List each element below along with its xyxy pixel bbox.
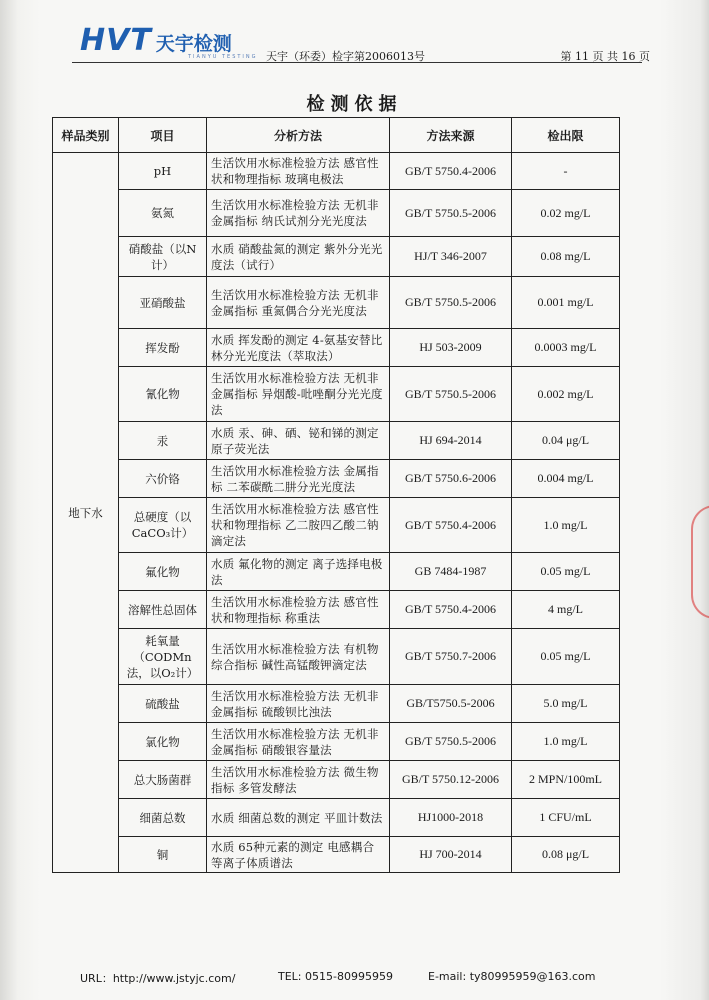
document-number: 天宇（环委）检字第2006013号 <box>266 50 425 63</box>
table-row <box>53 329 620 367</box>
limit-cell: 0.02 mg/L <box>512 190 620 237</box>
method-cell: 生活饮用水标准检验方法 有机物综合指标 碱性高锰酸钾滴定法 <box>207 629 390 685</box>
table-row <box>53 460 620 498</box>
limit-cell: 0.002 mg/L <box>512 367 620 422</box>
limit-cell: 0.004 mg/L <box>512 460 620 498</box>
limit-cell: 0.04 μg/L <box>512 422 620 460</box>
item-cell: 硫酸盐 <box>119 685 207 723</box>
limit-cell: 2 MPN/100mL <box>512 761 620 799</box>
header-divider <box>72 62 642 63</box>
item-cell: 硝酸盐（以N计） <box>119 237 207 277</box>
sample-category-cell: 地下水 <box>53 153 119 873</box>
company-logo <box>80 22 232 56</box>
method-cell: 生活饮用水标准检验方法 无机非金属指标 纳氏试剂分光光度法 <box>207 190 390 237</box>
table-row <box>53 629 620 685</box>
limit-cell: 1.0 mg/L <box>512 498 620 553</box>
limit-cell: 1.0 mg/L <box>512 723 620 761</box>
limit-cell: 4 mg/L <box>512 591 620 629</box>
table-row <box>53 498 620 553</box>
table-row <box>53 237 620 277</box>
item-cell: pH <box>119 153 207 190</box>
source-cell: GB/T5750.5-2006 <box>390 685 512 723</box>
method-cell: 生活饮用水标准检验方法 无机非金属指标 硝酸银容量法 <box>207 723 390 761</box>
item-cell: 氯化物 <box>119 723 207 761</box>
source-cell: GB/T 5750.4-2006 <box>390 153 512 190</box>
item-cell: 氟化物 <box>119 553 207 591</box>
method-cell: 生活饮用水标准检验方法 感官性状和物理指标 乙二胺四乙酸二钠滴定法 <box>207 498 390 553</box>
source-cell: GB/T 5750.7-2006 <box>390 629 512 685</box>
limit-cell: 0.0003 mg/L <box>512 329 620 367</box>
red-seal-stamp <box>691 505 709 619</box>
table-row <box>53 367 620 422</box>
method-cell: 水质 挥发酚的测定 4-氨基安替比林分光光度法（萃取法） <box>207 329 390 367</box>
table-header-row <box>53 118 620 153</box>
method-cell: 水质 细菌总数的测定 平皿计数法 <box>207 799 390 837</box>
method-cell: 水质 汞、砷、硒、铋和锑的测定 原子荧光法 <box>207 422 390 460</box>
table-row <box>53 190 620 237</box>
limit-cell: 1 CFU/mL <box>512 799 620 837</box>
source-cell: HJ/T 346-2007 <box>390 237 512 277</box>
method-cell: 水质 65种元素的测定 电感耦合等离子体质谱法 <box>207 837 390 873</box>
source-cell: HJ 503-2009 <box>390 329 512 367</box>
method-cell: 生活饮用水标准检验方法 金属指标 二苯碳酰二肼分光光度法 <box>207 460 390 498</box>
method-cell: 生活饮用水标准检验方法 感官性状和物理指标 玻璃电极法 <box>207 153 390 190</box>
table-row <box>53 153 620 190</box>
source-cell: GB/T 5750.4-2006 <box>390 498 512 553</box>
table-row <box>53 761 620 799</box>
table-row <box>53 685 620 723</box>
method-cell: 生活饮用水标准检验方法 无机非金属指标 异烟酸-吡唑酮分光光度法 <box>207 367 390 422</box>
limit-cell: 5.0 mg/L <box>512 685 620 723</box>
item-cell: 耗氧量（CODMn法，以O₂计） <box>119 629 207 685</box>
table-row <box>53 799 620 837</box>
item-cell: 细菌总数 <box>119 799 207 837</box>
table-row <box>53 553 620 591</box>
limit-cell: - <box>512 153 620 190</box>
item-cell: 六价铬 <box>119 460 207 498</box>
item-cell: 总硬度（以CaCO₃计） <box>119 498 207 553</box>
header-sample-category: 样品类别 <box>53 118 119 153</box>
footer-email: E-mail: ty80995959@163.com <box>428 970 596 983</box>
page-number: 第 11 页 共 16 页 <box>560 50 650 63</box>
limit-cell: 0.08 mg/L <box>512 237 620 277</box>
item-cell: 溶解性总固体 <box>119 591 207 629</box>
source-cell: GB/T 5750.12-2006 <box>390 761 512 799</box>
footer-url: URL：http://www.jstyjc.com/ <box>80 972 236 985</box>
footer-telephone: TEL: 0515-80995959 <box>278 970 393 983</box>
page-title: 检测依据 <box>306 94 403 115</box>
source-cell: GB/T 5750.5-2006 <box>390 723 512 761</box>
method-cell: 生活饮用水标准检验方法 微生物指标 多管发酵法 <box>207 761 390 799</box>
item-cell: 氨氮 <box>119 190 207 237</box>
item-cell: 亚硝酸盐 <box>119 277 207 329</box>
table-row <box>53 591 620 629</box>
source-cell: GB/T 5750.5-2006 <box>390 190 512 237</box>
method-cell: 水质 硝酸盐氮的测定 紫外分光光度法（试行） <box>207 237 390 277</box>
table-row <box>53 422 620 460</box>
method-cell: 生活饮用水标准检验方法 感官性状和物理指标 称重法 <box>207 591 390 629</box>
source-cell: GB/T 5750.5-2006 <box>390 367 512 422</box>
limit-cell: 0.08 μg/L <box>512 837 620 873</box>
item-cell: 氰化物 <box>119 367 207 422</box>
limit-cell: 0.05 mg/L <box>512 553 620 591</box>
item-cell: 铜 <box>119 837 207 873</box>
source-cell: GB/T 5750.6-2006 <box>390 460 512 498</box>
source-cell: GB/T 5750.4-2006 <box>390 591 512 629</box>
item-cell: 汞 <box>119 422 207 460</box>
source-cell: HJ1000-2018 <box>390 799 512 837</box>
source-cell: GB/T 5750.5-2006 <box>390 277 512 329</box>
table-row <box>53 723 620 761</box>
method-cell: 水质 氟化物的测定 离子选择电极法 <box>207 553 390 591</box>
table-row <box>53 277 620 329</box>
limit-cell: 0.05 mg/L <box>512 629 620 685</box>
logo-mark: HVT <box>80 23 152 58</box>
logo-company-name: 天宇检测 <box>155 33 232 55</box>
item-cell: 挥发酚 <box>119 329 207 367</box>
test-basis-table <box>52 117 620 873</box>
page-header <box>70 18 650 62</box>
logo-subtitle: TIANYU TESTING <box>188 54 258 60</box>
header-analysis-method: 分析方法 <box>207 118 390 153</box>
source-cell: GB 7484-1987 <box>390 553 512 591</box>
source-cell: HJ 700-2014 <box>390 837 512 873</box>
header-detection-limit: 检出限 <box>512 118 620 153</box>
limit-cell: 0.001 mg/L <box>512 277 620 329</box>
source-cell: HJ 694-2014 <box>390 422 512 460</box>
header-item: 项目 <box>119 118 207 153</box>
table-row <box>53 837 620 873</box>
method-cell: 生活饮用水标准检验方法 无机非金属指标 硫酸钡比浊法 <box>207 685 390 723</box>
item-cell: 总大肠菌群 <box>119 761 207 799</box>
method-cell: 生活饮用水标准检验方法 无机非金属指标 重氮偶合分光光度法 <box>207 277 390 329</box>
header-method-source: 方法来源 <box>390 118 512 153</box>
